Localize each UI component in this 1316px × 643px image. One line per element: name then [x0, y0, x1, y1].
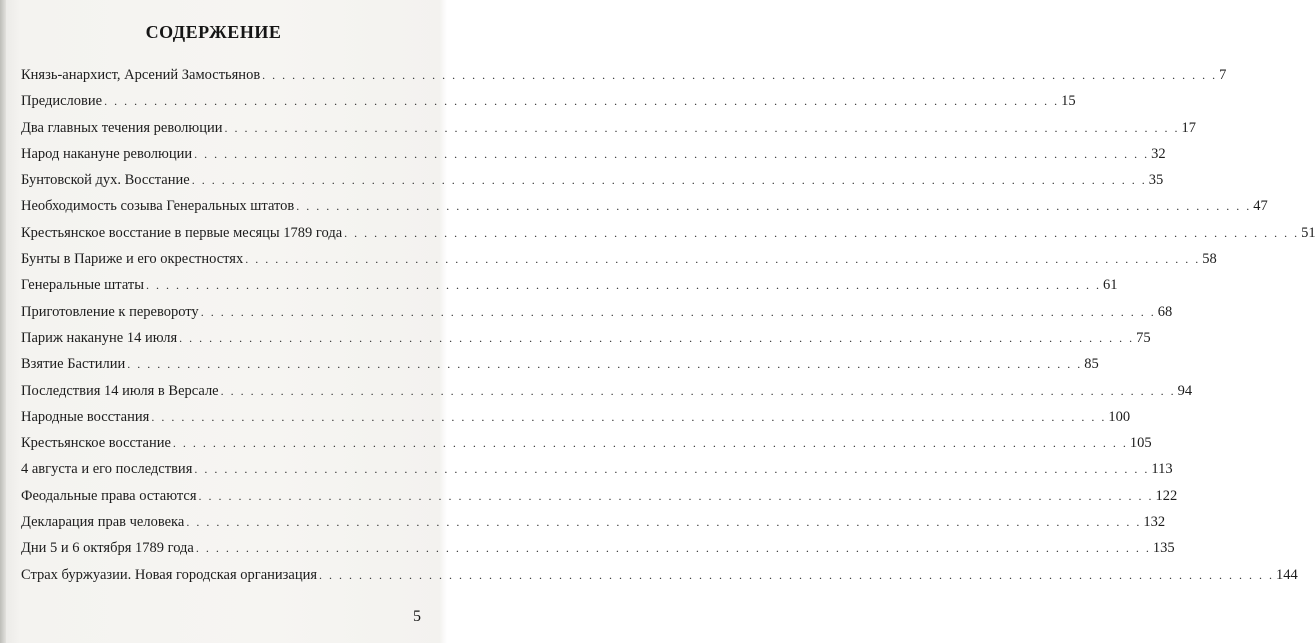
toc-leader-dots: [196, 539, 1151, 557]
toc-entry: [21, 434, 1152, 460]
toc-entry-title: 4 августа и его последствия: [21, 461, 193, 478]
toc-leader-dots: [146, 276, 1101, 294]
toc-entry-page: 113: [1151, 461, 1173, 478]
toc-entry-title: Два главных течения революции: [21, 119, 223, 136]
toc-leader-dots: [201, 303, 1156, 321]
toc-entry-title: Крестьянское восстание в первые месяцы 1789 года: [21, 224, 343, 241]
toc-entry-title: Взятие Бастилии: [21, 356, 126, 373]
toc-entry-page: 122: [1155, 487, 1178, 504]
toc-leader-dots: [127, 355, 1082, 373]
toc-entry-page: 144: [1276, 566, 1298, 583]
toc-entry: [21, 171, 1164, 197]
toc-leader-dots: [194, 145, 1149, 163]
page-gutter-shadow: [0, 0, 6, 643]
toc-leader-dots: [221, 382, 1176, 400]
toc-entry: [21, 145, 1166, 171]
toc-entry-title: Париж накануне 14 июля: [21, 329, 178, 346]
toc-leader-dots: [262, 66, 1217, 84]
toc-entry: [21, 355, 1099, 381]
toc-entry-page: 35: [1148, 172, 1164, 189]
toc-entry-page: 32: [1151, 145, 1166, 162]
toc-entry: [21, 460, 1173, 486]
toc-entry: [21, 66, 1227, 92]
toc-entry-title: Народные восстания: [21, 408, 150, 425]
toc-leader-dots: [151, 408, 1106, 426]
toc-entry-title: Генеральные штаты: [21, 277, 144, 294]
toc-entry-page: 61: [1102, 277, 1118, 294]
toc-entry-page: 68: [1157, 303, 1173, 320]
toc-entry-page: 132: [1143, 514, 1166, 531]
toc-entry: [21, 329, 1151, 355]
toc-entry-title: Народ накануне революции: [21, 145, 193, 162]
table-of-contents: [21, 66, 1316, 592]
toc-entry-title: Последствия 14 июля в Версале: [21, 382, 219, 399]
toc-leader-dots: [179, 329, 1134, 347]
toc-entry: [21, 539, 1175, 565]
toc-entry-page: 75: [1136, 329, 1151, 346]
toc-leader-dots: [104, 92, 1059, 110]
toc-entry: [21, 92, 1076, 118]
toc-entry: [21, 197, 1268, 223]
toc-entry-title: Крестьянское восстание: [21, 435, 171, 452]
toc-leader-dots: [344, 224, 1299, 242]
toc-entry: [21, 276, 1118, 302]
toc-entry-title: Бунтовской дух. Восстание: [21, 172, 190, 189]
toc-entry: [21, 119, 1197, 145]
toc-entry: [21, 566, 1298, 592]
toc-entry-page: 15: [1061, 93, 1076, 110]
toc-entry: [21, 224, 1316, 250]
page-number: 5: [413, 608, 421, 625]
toc-entry: [21, 303, 1173, 329]
toc-entry: [21, 513, 1166, 539]
toc-leader-dots: [245, 250, 1200, 268]
toc-leader-dots: [296, 197, 1251, 215]
toc-entry-page: 7: [1219, 67, 1227, 83]
toc-leader-dots: [199, 487, 1154, 505]
toc-entry: [21, 408, 1131, 434]
contents-heading: СОДЕРЖЕНИЕ: [145, 22, 282, 42]
toc-entry-title: Феодальные права остаются: [21, 487, 197, 504]
toc-entry-title: Дни 5 и 6 октября 1789 года: [21, 540, 194, 557]
toc-leader-dots: [319, 566, 1274, 584]
toc-entry: [21, 382, 1193, 408]
toc-entry-title: Страх буржуазии. Новая городская организация: [21, 566, 318, 583]
toc-entry-title: Бунты в Париже и его окрестностях: [21, 251, 244, 268]
toc-leader-dots: [173, 434, 1128, 452]
toc-entry-title: Приготовление к перевороту: [21, 303, 199, 320]
toc-leader-dots: [194, 460, 1149, 478]
toc-leader-dots: [186, 513, 1141, 531]
toc-entry-title: Декларация прав человека: [21, 514, 185, 531]
toc-entry: [21, 487, 1178, 513]
toc-entry-page: 105: [1129, 435, 1152, 452]
toc-leader-dots: [192, 171, 1147, 189]
toc-entry-page: 47: [1253, 198, 1268, 215]
toc-entry-page: 135: [1152, 540, 1175, 557]
toc-entry-title: Необходимость созыва Генеральных штатов: [21, 198, 295, 215]
toc-entry-page: 58: [1202, 251, 1217, 268]
toc-entry-page: 51: [1301, 224, 1316, 241]
toc-entry-page: 100: [1108, 408, 1131, 425]
toc-entry-page: 17: [1181, 119, 1197, 136]
toc-entry-page: 94: [1177, 382, 1193, 399]
toc-entry-title: Предисловие: [21, 93, 103, 110]
toc-entry-page: 85: [1084, 356, 1099, 373]
toc-leader-dots: [225, 119, 1180, 137]
toc-entry-title: Князь-анархист, Арсений Замостьянов: [21, 67, 261, 83]
toc-entry: [21, 250, 1217, 276]
